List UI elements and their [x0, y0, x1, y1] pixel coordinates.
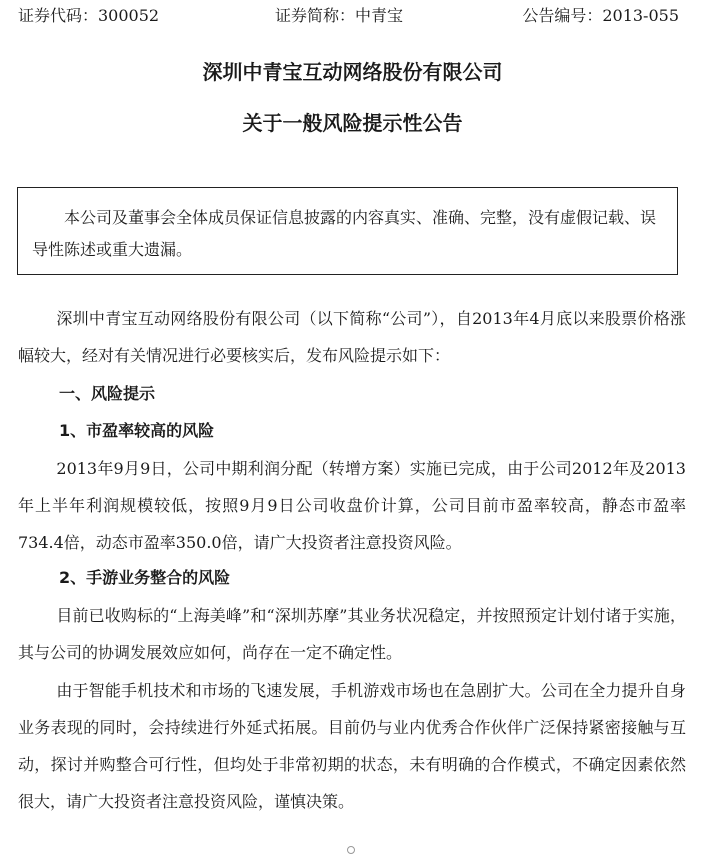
disclosure-notice-box: [17, 187, 678, 275]
announcement-header: [0, 4, 705, 28]
stock-name: 证券简称：中青宝: [275, 6, 404, 25]
section-heading-risk-notice: 一、风险提示: [59, 384, 156, 403]
announcement-title: 关于一般风险提示性公告: [242, 111, 463, 135]
intro-paragraph: 深圳中青宝互动网络股份有限公司（以下简称“公司”），自2013年4月底以来股票价格涨幅较大，经对有关情况进行必要核实后，发布风险提示如下：: [18, 309, 686, 365]
announcement-number: 公告编号：2013-055: [522, 6, 679, 25]
item-heading-mobile-game-risk: 2、手游业务整合的风险: [59, 568, 231, 587]
stock-code: 证券代码：300052: [18, 6, 160, 25]
company-title: 深圳中青宝互动网络股份有限公司: [202, 60, 503, 84]
disclosure-notice-text: 本公司及董事会全体成员保证信息披露的内容真实、准确、完整，没有虚假记载、误导性陈述或重大遗漏。: [32, 208, 657, 259]
item-heading-pe-risk: 1、市盈率较高的风险: [59, 421, 215, 440]
item-paragraph-expansion: 由于智能手机技术和市场的飞速发展，手机游戏市场也在急剧扩大。公司在全力提升自身业务表现的同时，会持续进行外延式拓展。目前仍与业内优秀合作伙伴广泛保持紧密接触与互动，探讨并购整合可行性，但均处于非常初期的状态，未有明确的合作模式，不确定因素依然很大，请广大投资者注意投资风险，谨慎决策。: [18, 681, 686, 811]
item-paragraph-pe-risk: 2013年9月9日，公司中期利润分配（转增方案）实施已完成，由于公司2012年及2013年上半年利润规模较低，按照9月9日公司收盘价计算，公司目前市盈率较高，静态市盈率734.4倍，动态市盈率350.0倍，请广大投资者注意投资风险。: [18, 459, 686, 552]
page-marker: [347, 846, 355, 854]
item-paragraph-acquisition: 目前已收购标的“上海美峰”和“深圳苏摩”其业务状况稳定，并按照预定计划付诸于实施，其与公司的协调发展效应如何，尚存在一定不确定性。: [18, 606, 686, 662]
